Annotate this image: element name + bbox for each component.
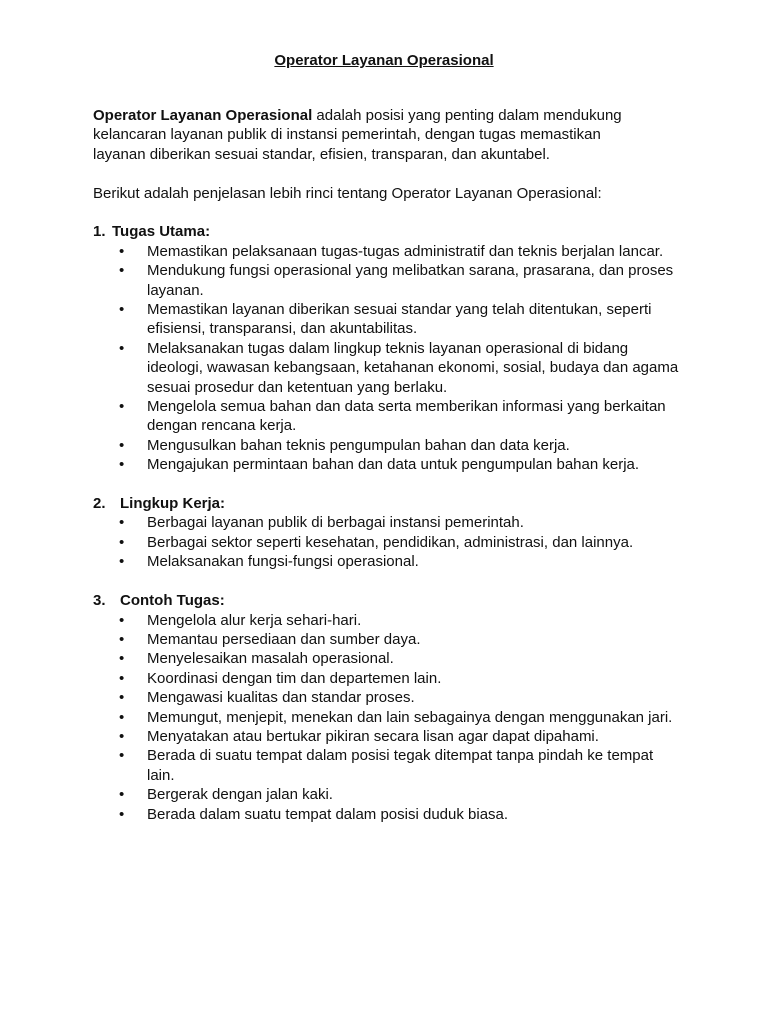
section-heading <box>93 222 683 241</box>
list-item <box>93 746 683 785</box>
bullet-list <box>93 611 683 824</box>
bullet-icon: • <box>119 630 125 648</box>
bullet-icon: • <box>119 553 125 571</box>
list-item-text: Menyelesaikan masalah operasional. <box>147 650 394 668</box>
section-tugas-utama <box>93 222 683 474</box>
section-number: 3. <box>93 592 106 610</box>
bullet-icon: • <box>119 514 125 532</box>
list-item <box>93 727 683 746</box>
list-item-text: Berada di suatu tempat dalam posisi tegak ditempat tanpa pindah ke tempat lain. <box>147 747 654 784</box>
list-item <box>93 455 683 474</box>
list-item <box>93 242 683 261</box>
list-item-text: Mengawasi kualitas dan standar proses. <box>147 689 415 707</box>
list-item-text: Berada dalam suatu tempat dalam posisi duduk biasa. <box>147 805 509 823</box>
list-item <box>93 300 683 339</box>
bullet-icon: • <box>119 533 125 551</box>
list-item <box>93 513 683 532</box>
intro-text: adalah posisi yang penting dalam mendukung kelancaran layanan publik di instansi pemerintah, dengan tugas memastikan layanan diberikan sesuai standar, efisien, transparan, dan akuntabel. <box>93 107 622 163</box>
list-item <box>93 785 683 804</box>
bullet-icon: • <box>119 747 125 765</box>
bullet-icon: • <box>119 805 125 823</box>
section-heading-label: Tugas Utama: <box>112 223 211 241</box>
document-body <box>93 106 683 824</box>
document-title: Operator Layanan Operasional <box>274 52 494 69</box>
list-item <box>93 611 683 630</box>
bullet-icon: • <box>119 301 125 319</box>
bullet-list <box>93 513 683 571</box>
bullet-icon: • <box>119 786 125 804</box>
list-item <box>93 261 683 300</box>
bullet-icon: • <box>119 456 125 474</box>
list-item <box>93 805 683 824</box>
list-item <box>93 630 683 649</box>
bullet-icon: • <box>119 262 125 280</box>
bullet-icon: • <box>119 611 125 629</box>
bullet-icon: • <box>119 708 125 726</box>
bullet-icon: • <box>119 669 125 687</box>
explanation-paragraph: Berikut adalah penjelasan lebih rinci tentang Operator Layanan Operasional: <box>93 184 602 202</box>
list-item <box>93 339 683 397</box>
list-item-text: Mengelola alur kerja sehari-hari. <box>147 611 362 629</box>
list-item-text: Berbagai layanan publik di berbagai instansi pemerintah. <box>147 514 524 532</box>
list-item <box>93 708 683 727</box>
list-item-text: Melaksanakan fungsi-fungsi operasional. <box>147 553 419 571</box>
list-item-text: Mengelola semua bahan dan data serta memberikan informasi yang berkaitan dengan rencana kerja. <box>147 398 666 435</box>
list-item-text: Berbagai sektor seperti kesehatan, pendidikan, administrasi, dan lainnya. <box>147 533 634 551</box>
section-heading <box>93 494 683 513</box>
bullet-icon: • <box>119 727 125 745</box>
list-item-text: Memungut, menjepit, menekan dan lain sebagainya dengan menggunakan jari. <box>147 708 673 726</box>
bullet-icon: • <box>119 650 125 668</box>
section-contoh-tugas <box>93 591 683 824</box>
list-item-text: Melaksanakan tugas dalam lingkup teknis layanan operasional di bidang ideologi, wawasan kebangsaan, ketahanan ekonomi, sosial, budaya dan agama sesuai prosedur dan ketentuan yang berlaku. <box>147 339 679 396</box>
section-heading <box>93 591 683 610</box>
bullet-icon: • <box>119 242 125 260</box>
list-item-text: Bergerak dengan jalan kaki. <box>147 786 333 804</box>
section-lingkup-kerja <box>93 494 683 572</box>
list-item-text: Memastikan pelaksanaan tugas-tugas administratif dan teknis berjalan lancar. <box>147 242 664 260</box>
bullet-icon: • <box>119 436 125 454</box>
list-item-text: Mengusulkan bahan teknis pengumpulan bahan dan data kerja. <box>147 436 570 454</box>
list-item-text: Memantau persediaan dan sumber daya. <box>147 630 421 648</box>
list-item-text: Mengajukan permintaan bahan dan data untuk pengumpulan bahan kerja. <box>147 456 640 474</box>
section-heading-label: Contoh Tugas: <box>120 592 225 610</box>
intro-paragraph <box>93 106 653 164</box>
intro-lead-bold: Operator Layanan Operasional <box>93 107 313 124</box>
list-item <box>93 649 683 668</box>
section-number: 1. <box>93 223 106 241</box>
section-number: 2. <box>93 495 106 513</box>
bullet-icon: • <box>119 339 125 357</box>
list-item <box>93 552 683 571</box>
list-item <box>93 688 683 707</box>
list-item-text: Memastikan layanan diberikan sesuai standar yang telah ditentukan, seperti efisiensi, transparansi, dan akuntabilitas. <box>147 301 652 338</box>
list-item <box>93 669 683 688</box>
list-item-text: Mendukung fungsi operasional yang melibatkan sarana, prasarana, dan proses layanan. <box>147 262 674 299</box>
list-item-text: Menyatakan atau bertukar pikiran secara lisan agar dapat dipahami. <box>147 727 599 745</box>
list-item <box>93 397 683 436</box>
list-item <box>93 436 683 455</box>
bullet-icon: • <box>119 398 125 416</box>
list-item <box>93 533 683 552</box>
list-item-text: Koordinasi dengan tim dan departemen lain. <box>147 669 442 687</box>
bullet-icon: • <box>119 689 125 707</box>
bullet-list <box>93 242 683 475</box>
section-heading-label: Lingkup Kerja: <box>120 495 226 513</box>
